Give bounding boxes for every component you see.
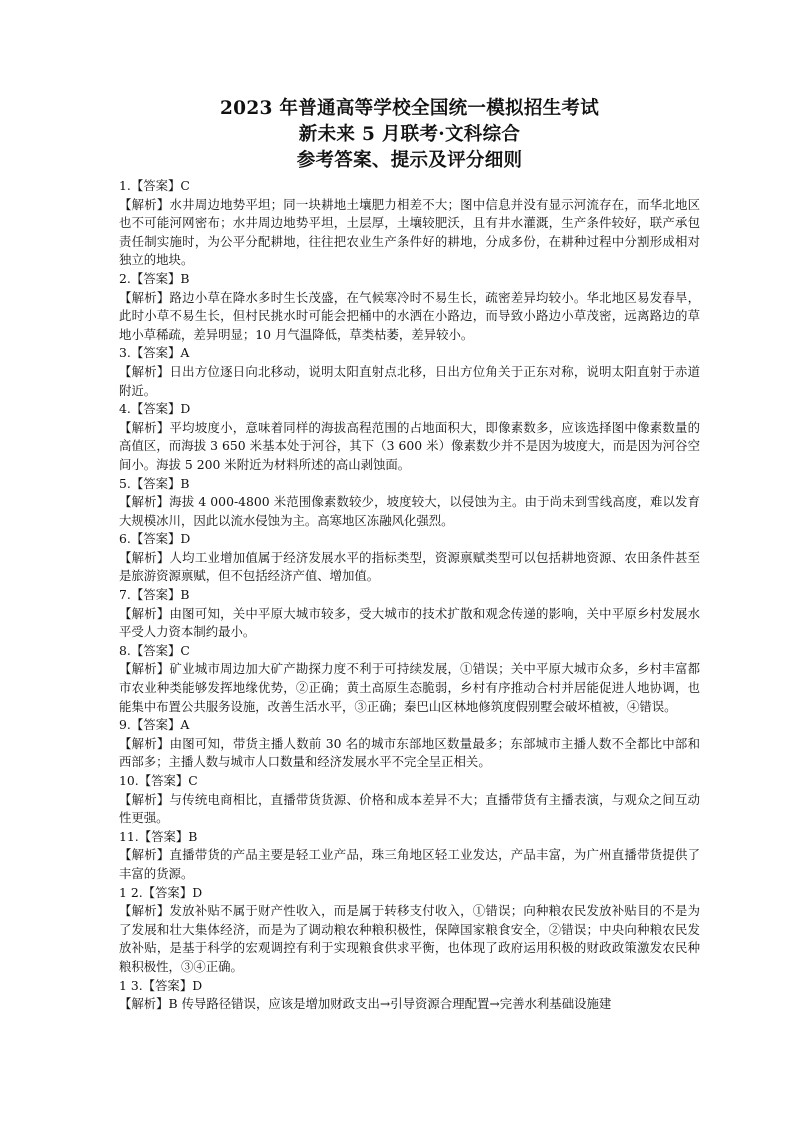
answer-item-10	[119, 772, 700, 828]
analysis-text: 【解析】由图可知，带货主播人数前 30 名的城市东部地区数量最多；东部城市主播人数不全都比中部和西部多；主播人数与城市人口数量和经济发展水平不完全呈正相关。	[119, 735, 700, 770]
answer-item-11	[119, 828, 700, 884]
analysis-text: 【解析】由图可知，关中平原大城市较多，受大城市的技术扩散和观念传递的影响，关中平原乡村发展水平受人力资本制约最小。	[119, 605, 700, 640]
analysis-text: 【解析】矿业城市周边加大矿产勘探力度不利于可持续发展，①错误；关中平原大城市众多，乡村丰富都市农业种类能够发挥地缘优势，②正确；黄土高原生态脆弱，乡村有序推动合村并居能促进人地协调，也能集中布置公共服务设施，改善生活水平，③正确；秦巴山区林地修筑度假别墅会破坏植被，④错误。	[119, 661, 700, 714]
answer-item-2	[119, 270, 700, 344]
analysis-text: 【解析】人均工业增加值属于经济发展水平的指标类型，资源禀赋类型可以包括耕地资源、农田条件甚至是旅游资源禀赋，但不包括经济产值、增加值。	[119, 549, 700, 584]
answer-item-12	[119, 884, 700, 977]
analysis-text: 【解析】海拔 4 000-4800 米范围像素数较少，坡度较大，以侵蚀为主。由于尚未到雪线高度，难以发育大规模冰川，因此以流水侵蚀为主。高寒地区冻融风化强烈。	[119, 494, 700, 528]
analysis-text: 【解析】日出方位逐日向北移动，说明太阳直射点北移，日出方位角关于正东对称，说明太阳直射于赤道附近。	[119, 363, 700, 398]
analysis-text: 【解析】发放补贴不属于财产性收入，而是属于转移支付收入，①错误；向种粮农民发放补贴目的不是为了发展和壮大集体经济，而是为了调动粮农种粮积极性，保障国家粮食安全，②错误；中央向种粮农民发放补贴，是基于科学的宏观调控有利于实现粮食供求平衡，也体现了政府运用积极的财政政策激发农民种粮积极性，③④正确。	[119, 903, 700, 974]
answer-list	[119, 177, 700, 1014]
analysis-text: 【解析】路边小草在降水多时生长茂盛，在气候寒冷时不易生长，疏密差异均较小。华北地区易发春旱，此时小草不易生长，但村民挑水时可能会把桶中的水洒在小路边，而导致小路边小草茂密，远离路边的草地小草稀疏，差异明显；10 月气温降低，草类枯萎，差异较小。	[119, 289, 700, 342]
answer-key-title: 参考答案、提示及评分细则	[296, 150, 523, 171]
answer-label: 9.【答案】A	[119, 717, 190, 733]
analysis-text: 【解析】平均坡度小，意味着同样的海拔高程范围的占地面积大，即像素数多，应该选择图中像素数量的高值区，而海拔 3 650 米基本处于河谷，其下（3 600 米）像素数少并不是因为坡度大，而是因为河谷空间小。海拔 5 200 米附近为材料所述的高山剥蚀面。	[119, 419, 700, 472]
analysis-text: 【解析】B 传导路径错误，应该是增加财政支出→引导资源合理配置→完善水利基础设施建	[119, 996, 612, 1012]
answer-item-9	[119, 716, 700, 772]
answer-label: 7.【答案】B	[119, 587, 190, 603]
answer-label: 5.【答案】B	[119, 475, 190, 491]
answer-label: 8.【答案】C	[119, 642, 190, 658]
analysis-text: 【解析】与传统电商相比，直播带货货源、价格和成本差异不大；直播带货有主播表演，与观众之间互动性更强。	[119, 791, 700, 826]
exam-title: 2023 年普通高等学校全国统一模拟招生考试	[219, 98, 600, 119]
analysis-text: 【解析】直播带货的产品主要是轻工业产品，珠三角地区轻工业发达，产品丰富，为广州直播带货提供了丰富的货源。	[119, 847, 700, 881]
answer-label: 1 2.【答案】D	[119, 884, 203, 900]
answer-label: 2.【答案】B	[119, 270, 190, 286]
answer-item-6	[119, 530, 700, 586]
answer-label: 3.【答案】A	[119, 345, 190, 361]
answer-item-1	[119, 177, 700, 270]
answer-label: 1.【答案】C	[119, 178, 190, 193]
answer-label: 6.【答案】D	[119, 531, 191, 547]
analysis-text: 【解析】水井周边地势平坦；同一块耕地土壤肥力相差不大；图中信息并没有显示河流存在，而华北地区也不可能河网密布；水井周边地势平坦，土层厚，土壤较肥沃，且有井水灌溉，生产条件较好，联产承包责任制实施时，为公平分配耕地，往往把农业生产条件好的耕地，分成多份，在耕种过程中分割形成相对独立的地块。	[119, 196, 700, 268]
answer-item-5	[119, 475, 700, 531]
answer-label: 4.【答案】D	[119, 401, 191, 417]
answer-label: 1 3.【答案】D	[119, 977, 203, 993]
document-header	[119, 96, 700, 174]
exam-subtitle: 新未来 5 月联考·文科综合	[298, 124, 521, 145]
answer-item-13	[119, 977, 700, 1014]
answer-item-8	[119, 642, 700, 716]
answer-item-4	[119, 400, 700, 474]
answer-item-7	[119, 586, 700, 642]
answer-label: 10.【答案】C	[119, 773, 198, 788]
answer-label: 11.【答案】B	[119, 828, 198, 844]
answer-item-3	[119, 344, 700, 400]
